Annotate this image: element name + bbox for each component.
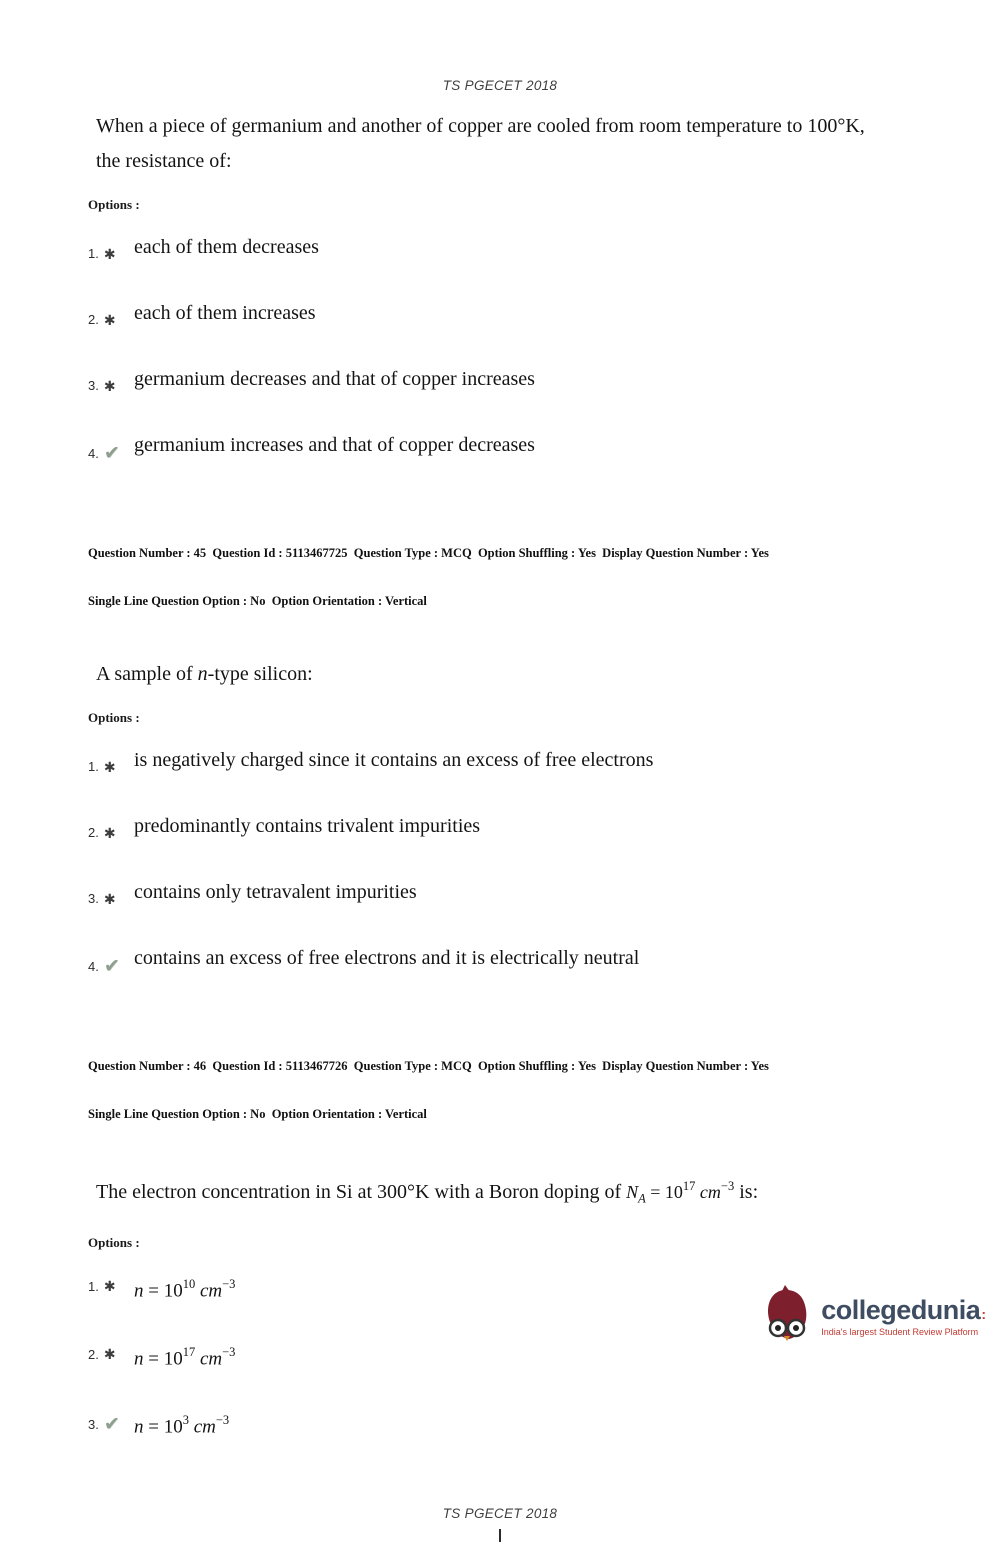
option-row-2 (88, 812, 912, 840)
math-unit: cm (188, 1416, 216, 1438)
question-meta-46 (88, 1026, 912, 1154)
option-number: 2. (88, 1346, 99, 1362)
math-exponent: 17 (682, 1179, 696, 1193)
question-meta-45 (88, 513, 912, 641)
option-text: each of them decreases (134, 236, 319, 258)
correct-mark-icon: ✔ (103, 956, 120, 977)
option-row-3 (88, 878, 912, 906)
option-number: 4. (88, 446, 99, 461)
option-number: 1. (88, 1278, 99, 1294)
math-variable: n (134, 1279, 144, 1301)
question-pre: The electron concentration in Si at 300°K with a Boron doping of (96, 1181, 627, 1203)
meta-line-1: Question Number : 45 Question Id : 5113467725 Question Type : MCQ Option Shuffling : Yes Display Question Number : Yes (88, 546, 769, 560)
collegedunia-logo[interactable] (759, 1284, 986, 1349)
logo-text (821, 1294, 986, 1337)
option-badge (88, 957, 124, 976)
question-text-45 (96, 657, 912, 692)
option-text: germanium increases and that of copper decreases (134, 434, 535, 456)
brand-mark: : (981, 1305, 986, 1322)
wrong-mark-icon: ✱ (103, 1278, 116, 1295)
math-subscript (638, 1192, 646, 1206)
question-pre: A sample of (96, 663, 198, 685)
option-badge (88, 378, 124, 393)
option-row-1 (88, 233, 912, 261)
option-text: contains an excess of free electrons and it is electrically neutral (134, 947, 640, 969)
option-math-expression (134, 1339, 235, 1373)
page-divider-tick (499, 1529, 501, 1542)
option-number: 3. (88, 1417, 99, 1433)
question-post: -type silicon: (207, 663, 313, 685)
option-number: 2. (88, 825, 99, 840)
brand-name: collegedunia (821, 1294, 981, 1325)
math-unit-exponent: −3 (215, 1413, 230, 1428)
collegedunia-mascot-icon (759, 1284, 815, 1349)
option-number: 1. (88, 246, 99, 261)
math-unit: cm (195, 1279, 223, 1301)
question-italic-term: n (197, 663, 208, 685)
option-badge (88, 1347, 124, 1362)
option-text: contains only tetravalent impurities (134, 881, 417, 903)
option-number: 3. (88, 891, 99, 906)
correct-mark-icon: ✔ (103, 1414, 120, 1436)
math-equals: = 10 (143, 1348, 183, 1370)
wrong-mark-icon: ✱ (103, 245, 116, 262)
options-label: Options : (88, 710, 140, 725)
option-text: germanium decreases and that of copper increases (134, 368, 535, 390)
brand-tagline: India's largest Student Review Platform (821, 1326, 979, 1337)
question-block-45 (88, 657, 912, 976)
wrong-mark-icon: ✱ (103, 377, 116, 394)
math-unit-exponent: −3 (222, 1344, 236, 1359)
math-unit-exponent: −3 (720, 1179, 735, 1193)
question-line-1: When a piece of germanium and another of copper are cooled from room temperature to 100°K, (96, 115, 865, 137)
option-text: is negatively charged since it contains an excess of free electrons (134, 749, 654, 771)
math-exponent: 10 (182, 1276, 196, 1291)
wrong-mark-icon: ✱ (103, 824, 116, 841)
math-variable: N (626, 1182, 639, 1202)
math-unit-exponent: −3 (222, 1276, 236, 1291)
options-label: Options : (88, 197, 140, 212)
page-header-title: TS PGECET 2018 (442, 78, 558, 93)
option-text: predominantly contains trivalent impurities (134, 815, 481, 837)
math-variable: n (134, 1416, 144, 1438)
option-badge (88, 444, 124, 463)
wrong-mark-icon: ✱ (103, 890, 116, 907)
question-line-2: the resistance of: (96, 150, 232, 172)
meta-line-2: Single Line Question Option : No Option Orientation : Vertical (88, 594, 427, 608)
option-badge (88, 825, 124, 840)
math-equals: = 10 (143, 1416, 183, 1438)
option-row-4 (88, 431, 912, 463)
wrong-mark-icon: ✱ (103, 758, 116, 775)
wrong-mark-icon: ✱ (103, 1346, 116, 1363)
question-text-46 (96, 1170, 912, 1217)
math-equals: = 10 (645, 1182, 683, 1202)
brand-row (821, 1294, 986, 1325)
option-row-3 (88, 1407, 912, 1441)
math-exponent: 17 (182, 1344, 196, 1359)
option-badge (88, 759, 124, 774)
math-exponent: 3 (182, 1413, 189, 1428)
options-label: Options : (88, 1234, 140, 1250)
math-unit: cm (695, 1182, 721, 1202)
option-badge (88, 312, 124, 327)
option-number: 4. (88, 959, 99, 974)
meta-line-1: Question Number : 46 Question Id : 5113467726 Question Type : MCQ Option Shuffling : Yes Display Question Number : Yes (88, 1059, 769, 1073)
option-math-expression (134, 1271, 235, 1305)
math-equals: = 10 (143, 1279, 183, 1301)
option-badge (88, 891, 124, 906)
option-badge (88, 1279, 124, 1294)
option-row-2 (88, 299, 912, 327)
option-row-3 (88, 365, 912, 393)
question-text-44 (96, 109, 912, 179)
option-badge (88, 1415, 124, 1434)
option-number: 1. (88, 759, 99, 774)
correct-mark-icon: ✔ (103, 443, 120, 464)
wrong-mark-icon: ✱ (103, 311, 116, 328)
math-expression (626, 1179, 735, 1206)
math-unit: cm (195, 1348, 223, 1370)
meta-line-2: Single Line Question Option : No Option Orientation : Vertical (88, 1107, 427, 1121)
option-number: 3. (88, 378, 99, 393)
math-variable: n (134, 1348, 144, 1370)
option-badge (88, 246, 124, 261)
option-math-expression (134, 1407, 229, 1441)
question-post: is: (734, 1181, 759, 1203)
option-text: each of them increases (134, 302, 316, 324)
option-row-4 (88, 944, 912, 976)
math-subscript-letter: A (638, 1191, 646, 1206)
option-row-1 (88, 746, 912, 774)
question-block-44 (88, 109, 912, 463)
option-number: 2. (88, 312, 99, 327)
page-footer-title: TS PGECET 2018 (442, 1505, 558, 1521)
